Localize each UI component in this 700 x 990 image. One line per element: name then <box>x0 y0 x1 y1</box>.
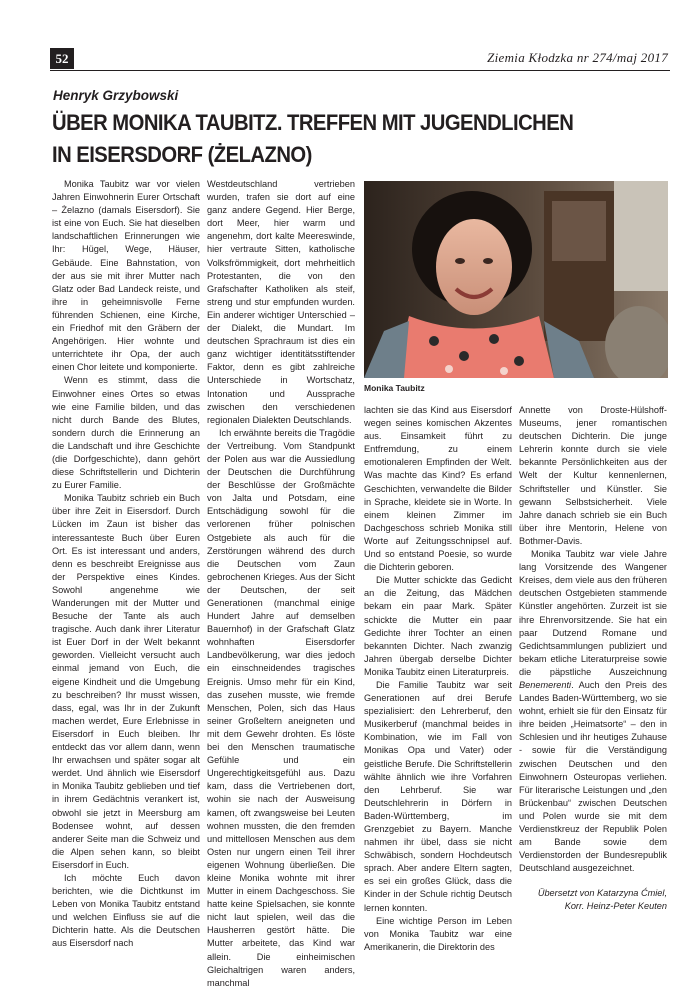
text-column-2 <box>207 178 355 990</box>
face <box>436 219 512 315</box>
page-number: 52 <box>50 48 74 69</box>
award-name: Benemerenti <box>519 679 572 690</box>
paragraph: Ich erwähnte bereits die Tragödie der Vertreibung. Vom Standpunkt der Polen aus war die Aussiedlung der Deutschen die Durchführung der Beschlüsse der Großmächte von Jalta und Potsdam, eine Entschädigung sowohl für die verlorenen früher polnischen Ostgebiete als auch für die Zerstörungen während des durch die Deutschen vom Zaun gebrochenen Krieges. Aus der Sicht der Deutschen, der seit Generationen (manchmal einige Hundert Jahre auf demselben Bauernhof) in der Grafschaft Glatz wohnhaften Eisersdorfer Landbevölkerung, war dies jedoch ein einschneidendes tragisches Ereignis. Umso mehr für ein Kind, das zusehen musste, wie fremde Menschen, Polen, sich das Haus seiner Großeltern aneigneten und mit dem Gewehr drohten. Es löste bei den Menschen traumatische Gefühle und ein Ungerechtigkeitsgefühl aus. Dazu kam, dass die Vertriebenen dort, wohin sie nach der Ausweisung kamen, oft zwangsweise bei Leuten wohnen mussten, die den fremden und mittellosen Menschen aus dem Osten nur ungern einen Teil ihrer eigenen Wohnung überließen. Die kleine Monika wohnte mit ihrer Mutter in einem Dachgeschoss. Sie hatte keine Spielsachen, sie konnte nicht laut spielen, weil das die Hausherren gestört hätte. Die Mutter arbeitete, das Kind war allein. Die einheimischen Gleichaltrigen waren anders, manchmal <box>207 427 355 988</box>
paragraph-text: Monika Taubitz war viele Jahre lang Vorsitzende des Wangener Kreises, dem viele aus den früheren deutschen Ostgebieten stammende Künstler angehörten. Zurzeit ist sie ihre Ehrenvorsitzende. Sie hat ein paar Dutzend Romane und Gedichtsammlungen publiziert und bekam etliche Literaturpreise sowie die päpstliche Auszeichnung <box>519 549 667 677</box>
paragraph: Wenn es stimmt, dass die Einwohner eines Ortes so etwas wie eine Familie bilden, und das nicht durch Bande des Blutes, sondern durch die Erinnerung an die Landschaft und ihre Geschichte (die Dorfgeschichte), dann gehört diese Schriftstellerin und Dichterin zu Eurer Familie. <box>52 375 200 491</box>
paragraph: Eine wichtige Person im Leben von Monika Taubitz war eine Amerikanerin, die Direktorin des <box>364 915 512 952</box>
paragraph-text: . Auch den Preis des Landes Baden-Württemberg, wo sie wohnt, erhielt sie für den Einsatz für ihre beiden „Heimatsorte“ – den in Schlesien und ihr heutiges Zuhause - sowie für die Verständigung zwischen Deutschen und den Einwohnern Osteuropas verliehen. Für literarische Leistungen und „den Brückenbau“ zwischen Deutschen und Polen wurde sie mit dem Verdienstkreuz der Republik Polen am Bande sowie dem Verdienstorden der Bundesrepublik Deutschland ausgezeichnet. <box>519 679 667 874</box>
portrait-photo <box>364 181 668 378</box>
paragraph: Annette von Droste-Hülshoff-Museums, jener romantischen deutschen Dichterin. Die junge Lehrerin konnte durch sie viele bekannte Persönlichkeiten aus der Welt der Kultur kennenlernen, Schriftsteller und Künstler. Sie gewann Selbstsicherheit. Viele Jahre danach schrieb sie ein Buch über ihre Mentorin, Helene von Bothmer-Davis. <box>519 405 667 546</box>
paragraph: Die Familie Taubitz war seit Generationen auf drei Berufe spezialisiert: den Lehrerberuf, den Musikerberuf (manchmal beides in Kombination, wie im Fall von Monikas Opa und Vater) oder geistliche Berufe. Die Schriftstellerin wählte ähnlich wie ihre Vorfahren den Lehrberuf. Sie war Deutschlehrerin in Dörfern in Baden-Württemberg, im Grenzgebiet zu Bayern. Manche nahmen ihr übel, dass sie nicht Schwäbisch, sondern Hochdeutsch sprach. Aber andere Eltern sagten, es sei ein großes Glück, dass die Kinder in der Schule richtig Deutsch lernen konnten. <box>364 679 512 913</box>
paragraph: lachten sie das Kind aus Eisersdorf wegen seines komischen Akzentes aus. Einsamkeit führt zu Entfremdung, zu einem emotionaleren Empfinden der Welt. Was machte das Kind? Es erfand Geschichten, verwandelte die Bilder in Sprache, kleidete sie in Worte. In einem kleinen Zimmer im Dachgeschoss schrieb Monika still Worte auf Zeitungsschnipsel auf. Und so entstand Poesie, so wurde die Dichterin geboren. <box>364 405 512 573</box>
article-author: Henryk Grzybowski <box>53 88 179 103</box>
left-eye <box>455 258 465 264</box>
window-light <box>614 181 668 291</box>
paragraph <box>519 548 667 875</box>
article-title <box>52 107 610 171</box>
portrait-photo-image <box>364 181 668 378</box>
text-column-1 <box>52 178 200 951</box>
paragraph: Westdeutschland vertrieben wurden, trafen sie dort auf eine ganz andere Gegend. Hier Berge, dort Meer, hier warm und angenehm, dort kalte Meereswinde, hier vertraute Sitten, katholische Volksfrömmigkeit, dort mehrheitlich Protestanten, die von den Grafschafter Katholiken als steif, streng und stur empfunden wurden. Ein anderer wichtiger Unterschied – der Dialekt, die Mundart. Im deutschen Sprachraum ist dies ein ganz wichtiger identitätsstiftender Faktor, denn es gibt zahlreiche Unterschiede in Wortschatz, Intonation und Aussprache zwischen den verschiedenen regionalen Dialekten Deutschlands. <box>207 179 355 425</box>
corrector-credit: Korr. Heinz-Peter Keuten <box>564 901 667 912</box>
paragraph: Ich möchte Euch davon berichten, wie die Dichtkunst im Leben von Monika Taubitz entstand und welchen Einfluss sie auf die Dichterin hatte. Als die Deutschen aus Eisersdorf nach <box>52 872 200 949</box>
cabinet-glass <box>552 201 606 261</box>
translation-credits <box>519 887 667 913</box>
text-column-3 <box>364 404 512 954</box>
article-title-line-1: ÜBER MONIKA TAUBITZ. TREFFEN MIT JUGENDLICHEN <box>52 110 574 135</box>
header-rule <box>50 70 670 71</box>
paragraph: Die Mutter schickte das Gedicht an die Zeitung, das Mädchen bekam ein paar Mark. Später schickte die Mutter ein paar Gedichte ihrer Tochter an einen bekannten Dichter. Nach zwanzig Jahren übergab derselbe Dichter Monika Taubitz einen Literaturpreis. <box>364 575 512 677</box>
paragraph: Monika Taubitz war vor vielen Jahren Einwohnerin Eurer Ortschaft – Żelazno (damals Eisersdorf). Sie ist eine von Euch. Sie hat dieselben landschaftlichen Erinnerungen wie Ihr: Hügel, Wege, Häuser, Gebäude. Eine Bahnstation, von der aus sie mit ihrer Mutter nach Glatz oder Bad Landeck reiste, und ihre in geheimnisvolle Ferne führenden Schienen, eine Kirche, ein Friedhof mit den Gräbern der Angehörigen. Hier wohnte und unterrichtete ihr Opa, der auch einen Chor leitete und komponierte. <box>52 179 200 373</box>
photo-caption: Monika Taubitz <box>364 383 425 393</box>
text-column-4 <box>519 404 667 914</box>
right-eye <box>483 258 493 264</box>
journal-title: Ziemia Kłodzka nr 274/maj 2017 <box>487 50 668 65</box>
article-title-line-2: IN EISERSDORF (ŻELAZNO) <box>52 142 312 167</box>
translator-credit: Übersetzt von Katarzyna Ćmiel, <box>537 888 667 899</box>
paragraph: Monika Taubitz schrieb ein Buch über ihre Zeit in Eisersdorf. Durch Lücken im Zaun ist bisher das interessanteste Buch über Euren Ort. Es ist interessant und anders, denn es beschreibt Ereignisse aus der Perspektive eines Kindes. Sowohl angenehme wie Wanderungen mit der Mutter und Besuche der Tante als auch tragische. Auch dank ihrer Literatur ist Euer Dorf in der Welt bekannt geworden. Vielleicht versucht auch einmal jemand von Euch, die eigene Kindheit und die Umgebung zu beschreiben? Ihr musst wissen, dass, egal, was Ihr in der Zukunft machen werdet, Eure Erlebnisse in Eisersdorf in Euch bleiben. Ihr entdeckt das vor allem dann, wenn Ihr erwachsen und später sogar alt werdet. Und ähnlich wie Eisersdorf in Monika Taubitz geblieben und tief in ihrem Gedächtnis verankert ist, obwohl sie jetzt in Meersburg am Bodensee wohnt, auf dessen anderer Seite man die Schweiz und die Alpen sehen kann, so bleibt Eisersdorf in Euch. <box>52 493 200 870</box>
